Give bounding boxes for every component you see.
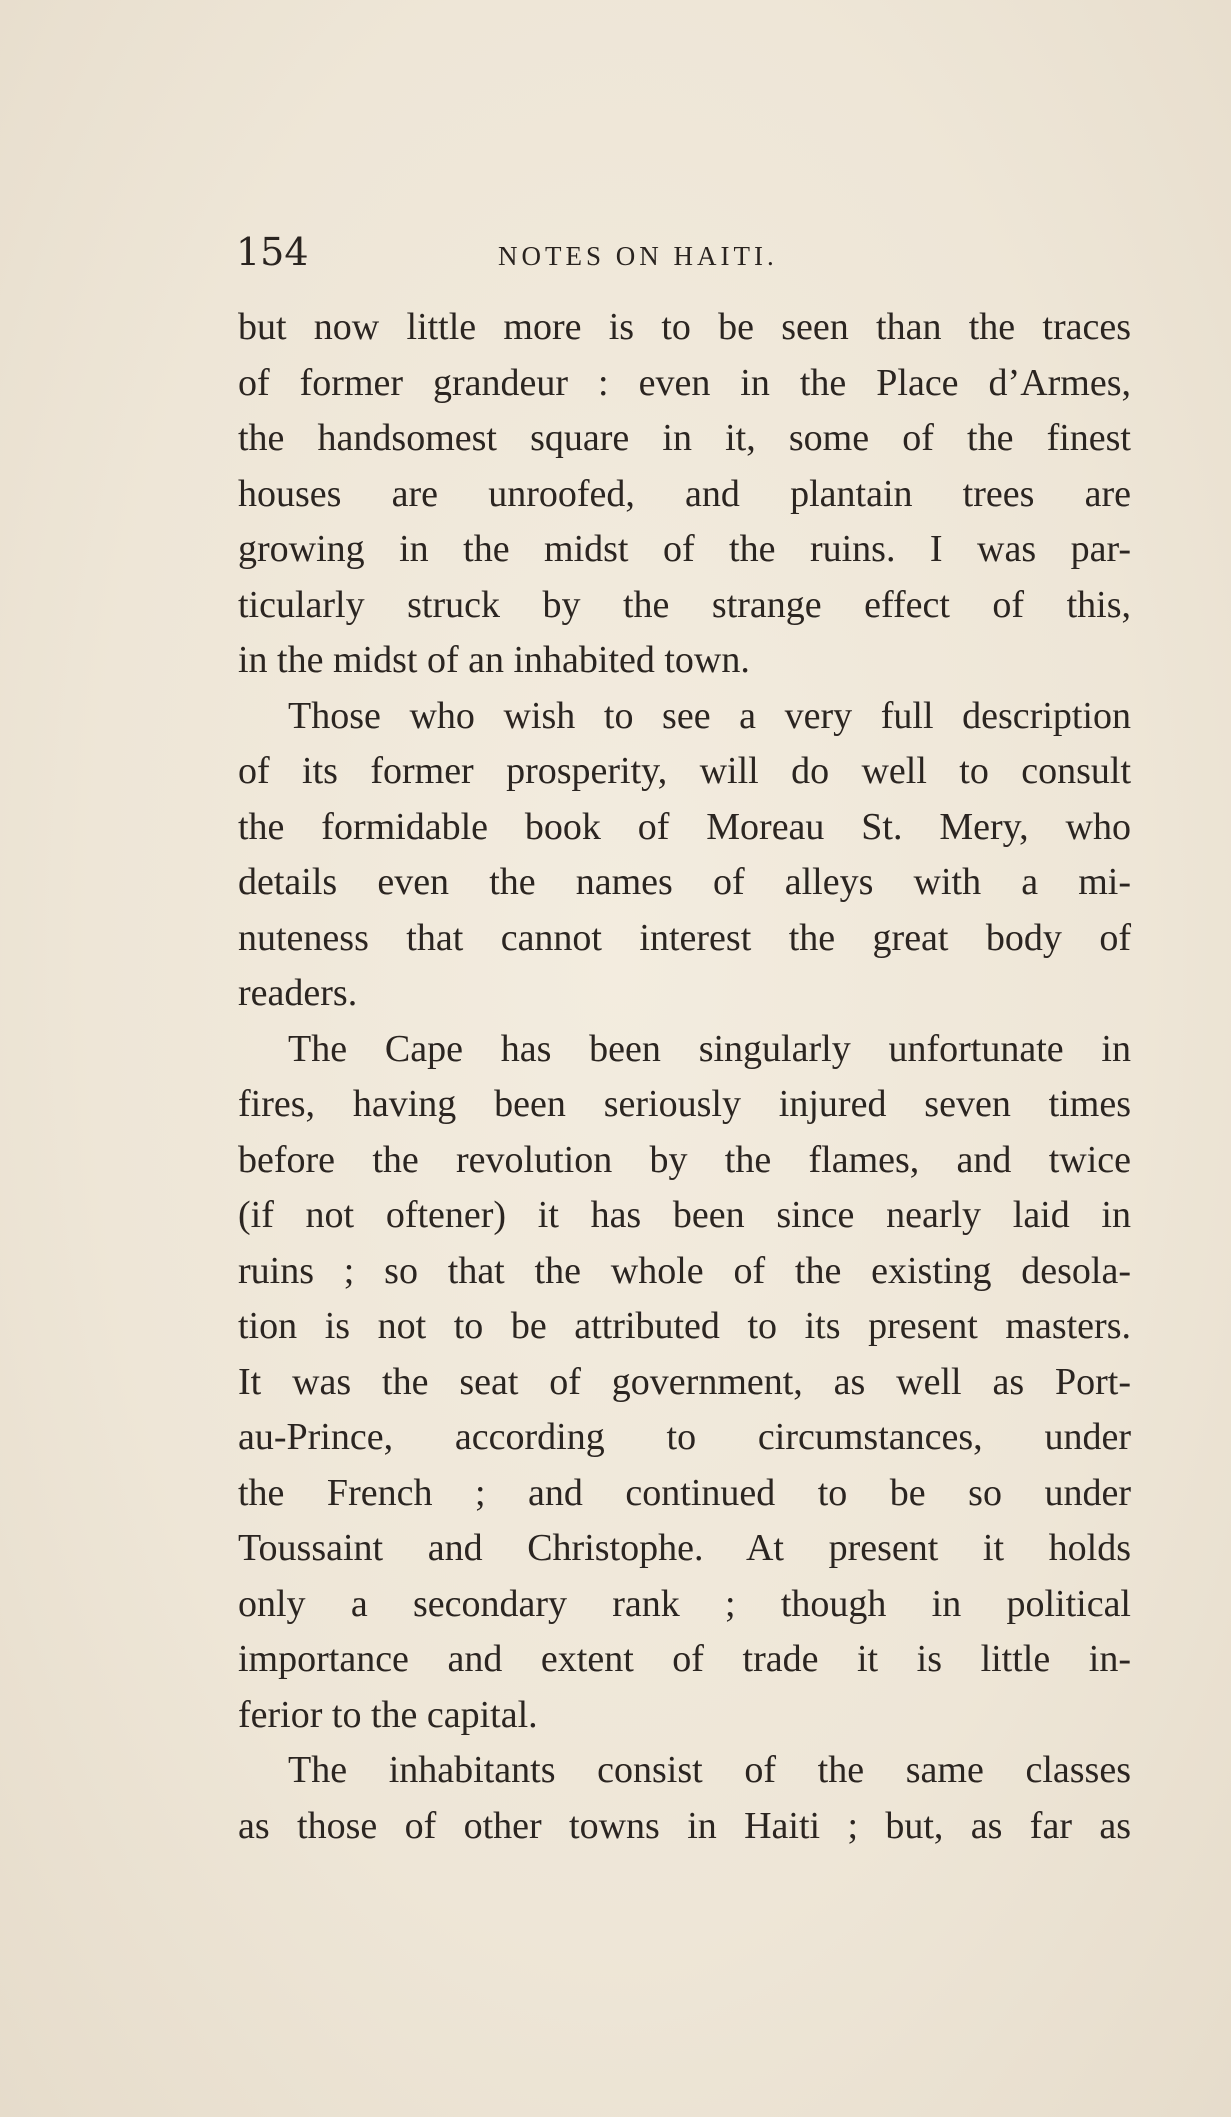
page-header <box>236 228 1136 276</box>
text-line: details even the names of alleys with a mi- <box>238 861 1131 903</box>
text-line: It was the seat of government, as well as Port- <box>238 1360 1131 1403</box>
text-line: in the midst of an inhabited town. <box>238 639 750 681</box>
text-line: The Cape has been singularly unfortunate in <box>288 1027 1131 1070</box>
text-line: (if not oftener) it has been since nearly laid in <box>238 1194 1131 1236</box>
text-line: houses are unroofed, and plantain trees are <box>238 472 1131 515</box>
text-line: as those of other towns in Haiti ; but, as far as <box>238 1804 1131 1847</box>
page-number: 154 <box>236 230 309 274</box>
text-line: the handsomest square in it, some of the finest <box>238 417 1131 459</box>
text-line: only a secondary rank ; though in political <box>238 1582 1131 1625</box>
text-line: importance and extent of trade it is little in- <box>238 1638 1131 1680</box>
text-line: Those who wish to see a very full description <box>288 694 1131 737</box>
running-head: NOTES ON HAITI. <box>498 241 778 271</box>
text-line: ruins ; so that the whole of the existing desola- <box>238 1249 1131 1292</box>
text-line: The inhabitants consist of the same classes <box>288 1749 1131 1791</box>
text-line: fires, having been seriously injured seven times <box>238 1083 1131 1125</box>
body-text <box>238 300 1131 1854</box>
text-line: nuteness that cannot interest the great body of <box>238 916 1131 959</box>
text-line: growing in the midst of the ruins. I was par- <box>238 528 1131 570</box>
text-line: ticularly struck by the strange effect of this, <box>238 583 1131 626</box>
text-line: ferior to the capital. <box>238 1693 538 1736</box>
text-line: Toussaint and Christophe. At present it holds <box>238 1527 1131 1569</box>
text-line: of former grandeur : even in the Place d’Armes, <box>238 361 1131 404</box>
text-line: the French ; and continued to be so under <box>238 1471 1131 1514</box>
text-line: au-Prince, according to circumstances, under <box>238 1416 1131 1458</box>
text-line: before the revolution by the flames, and twice <box>238 1138 1131 1181</box>
text-line: of its former prosperity, will do well to consult <box>238 750 1131 792</box>
text-line: the formidable book of Moreau St. Mery, who <box>238 805 1131 848</box>
text-line: but now little more is to be seen than the traces <box>238 306 1131 348</box>
text-line: readers. <box>238 972 358 1014</box>
text-line: tion is not to be attributed to its present masters. <box>238 1305 1131 1347</box>
